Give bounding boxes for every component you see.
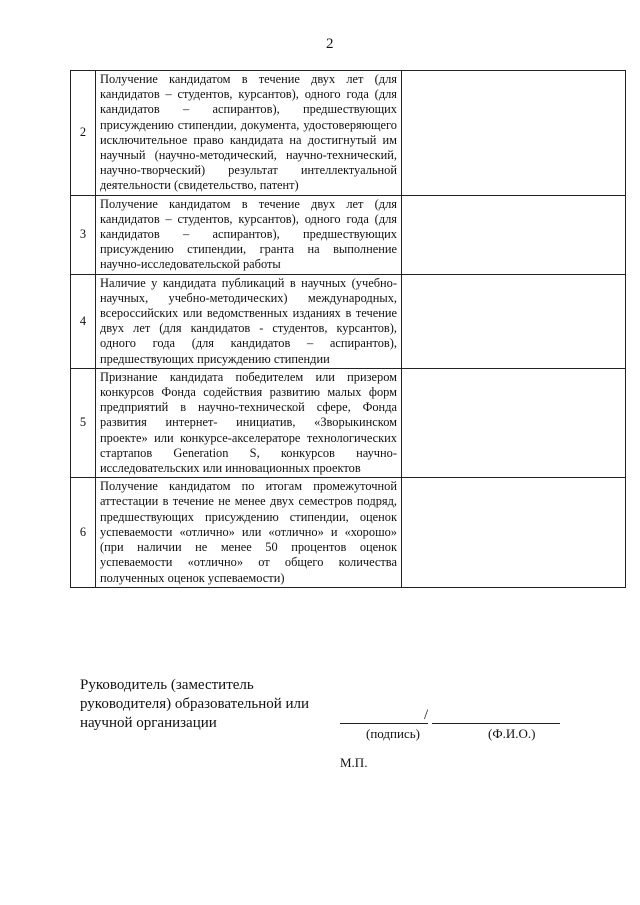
signature-line	[340, 723, 428, 724]
criterion-value-cell	[402, 274, 626, 368]
row-number: 4	[71, 274, 96, 368]
criterion-value-cell	[402, 478, 626, 587]
signatory-line-2: руководителя) образовательной или	[80, 696, 310, 712]
criteria-table-body	[71, 71, 626, 588]
criteria-row	[71, 274, 626, 368]
signatory-line-1: Руководитель (заместитель	[80, 677, 254, 693]
criterion-value-cell	[402, 71, 626, 196]
criteria-row	[71, 478, 626, 587]
criteria-row	[71, 368, 626, 477]
row-number: 3	[71, 195, 96, 274]
signature-caption: (подпись)	[366, 726, 420, 741]
signatory-line-3: научной организации	[80, 715, 217, 731]
row-number: 5	[71, 368, 96, 477]
criteria-row	[71, 71, 626, 196]
criterion-value-cell	[402, 195, 626, 274]
criterion-description: Признание кандидата победителем или призером конкурсов Фонда содействия развитию малых форм предприятий в научно-технической сфере, Фонда развития интернет- инициатив, «Зворыкинском проекте» или конкурсе-акселераторе технологических стартапов Generation S, конкурсов научно-исследовательских или инновационных проектов	[96, 368, 402, 477]
page-number: 2	[326, 36, 334, 52]
criteria-row	[71, 195, 626, 274]
criterion-description: Наличие у кандидата публикаций в научных (учебно-научных, учебно-методических) международных, всероссийских или ведомственных изданиях в течение двух лет (для кандидатов - студентов, курсантов), одного года (для кандидатов – аспирантов), предшествующих присуждению стипендии	[96, 274, 402, 368]
row-number: 6	[71, 478, 96, 587]
signatory-block	[80, 676, 309, 733]
criterion-description: Получение кандидатом в течение двух лет (для кандидатов – студентов, курсантов), одного года (для кандидатов – аспирантов), предшествующих присуждению стипендии, гранта на выполнение научно-исследовательской работы	[96, 195, 402, 274]
stamp-placeholder: М.П.	[340, 755, 368, 770]
criterion-description: Получение кандидатом в течение двух лет (для кандидатов – студентов, курсантов), одного года (для кандидатов – аспирантов), предшествующих присуждению стипендии, документа, удостоверяющего исключительное право кандидата на достигнутый им научный (научно-методический, научно-технический, научно-творческий) результат интеллектуальной деятельности (свидетельство, патент)	[96, 71, 402, 196]
criteria-table	[70, 70, 626, 588]
name-caption: (Ф.И.О.)	[488, 726, 536, 741]
criterion-value-cell	[402, 368, 626, 477]
signature-slash: /	[424, 707, 429, 723]
name-line	[432, 723, 560, 724]
criterion-description: Получение кандидатом по итогам промежуточной аттестации в течение не менее двух семестров подряд, предшествующих присуждению стипендии, оценок успеваемости «отлично» или «отлично» и «хорошо» (при наличии не менее 50 процентов оценок успеваемости «отлично» от общего количества полученных оценок успеваемости)	[96, 478, 402, 587]
row-number: 2	[71, 71, 96, 196]
